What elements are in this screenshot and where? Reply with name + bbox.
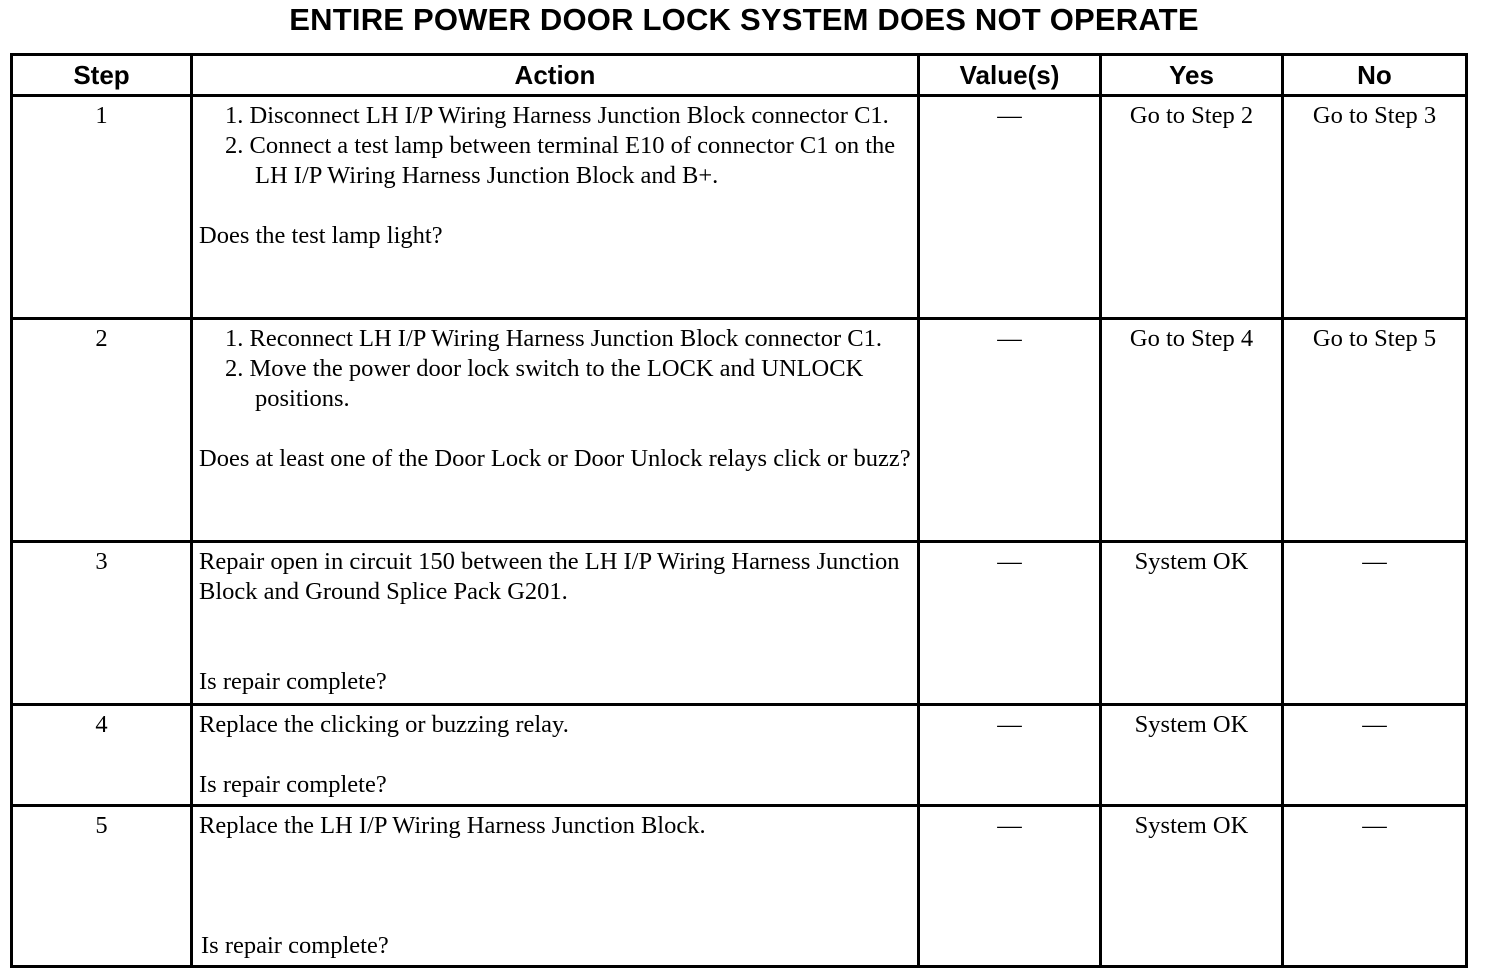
action-text: Replace the LH I/P Wiring Harness Junction Block.: [199, 812, 706, 839]
action-steps: [199, 101, 911, 191]
header-no: No: [1283, 55, 1467, 96]
table-row: [12, 542, 1467, 705]
action-cell: [192, 319, 919, 542]
yes-cell: System OK: [1101, 705, 1283, 806]
action-step: 2. Connect a test lamp between terminal E10 of connector C1 on the LH I/P Wiring Harness Junction Block and B+.: [225, 132, 896, 189]
step-number: 4: [12, 705, 192, 806]
yes-cell: System OK: [1101, 806, 1283, 967]
step-number: 1: [12, 96, 192, 319]
action-step: 2. Move the power door lock switch to the LOCK and UNLOCK positions.: [225, 355, 864, 412]
action-question: Is repair complete?: [199, 771, 387, 798]
table-row: [12, 806, 1467, 967]
header-values: Value(s): [919, 55, 1101, 96]
value-cell: —: [919, 705, 1101, 806]
header-row: [12, 55, 1467, 96]
step-number: 5: [12, 806, 192, 967]
page-title: ENTIRE POWER DOOR LOCK SYSTEM DOES NOT OPERATE: [289, 2, 1199, 37]
action-question: Does at least one of the Door Lock or Door Unlock relays click or buzz?: [199, 445, 911, 472]
header-yes: Yes: [1101, 55, 1283, 96]
diagnostic-table: [10, 53, 1468, 968]
action-question: Does the test lamp light?: [199, 222, 443, 249]
action-question: Is repair complete?: [201, 932, 389, 959]
action-step: 1. Reconnect LH I/P Wiring Harness Junction Block connector C1.: [225, 325, 882, 352]
header-action: Action: [192, 55, 919, 96]
action-step: 1. Disconnect LH I/P Wiring Harness Junction Block connector C1.: [225, 102, 889, 129]
action-text: Repair open in circuit 150 between the LH I/P Wiring Harness Junction Block and Ground Splice Pack G201.: [199, 548, 900, 605]
action-cell: [192, 96, 919, 319]
no-cell: Go to Step 5: [1283, 319, 1467, 542]
value-cell: —: [919, 319, 1101, 542]
table-row: [12, 96, 1467, 319]
step-number: 2: [12, 319, 192, 542]
action-steps: [199, 324, 911, 414]
yes-cell: System OK: [1101, 542, 1283, 705]
step-number: 3: [12, 542, 192, 705]
action-text: Replace the clicking or buzzing relay.: [199, 711, 569, 738]
action-cell: [192, 705, 919, 806]
no-cell: —: [1283, 705, 1467, 806]
value-cell: —: [919, 96, 1101, 319]
action-cell: [192, 806, 919, 967]
no-cell: Go to Step 3: [1283, 96, 1467, 319]
no-cell: —: [1283, 542, 1467, 705]
yes-cell: Go to Step 4: [1101, 319, 1283, 542]
value-cell: —: [919, 806, 1101, 967]
header-step: Step: [12, 55, 192, 96]
table-row: [12, 319, 1467, 542]
action-question: Is repair complete?: [199, 668, 387, 695]
table-row: [12, 705, 1467, 806]
no-cell: —: [1283, 806, 1467, 967]
value-cell: —: [919, 542, 1101, 705]
yes-cell: Go to Step 2: [1101, 96, 1283, 319]
action-cell: [192, 542, 919, 705]
